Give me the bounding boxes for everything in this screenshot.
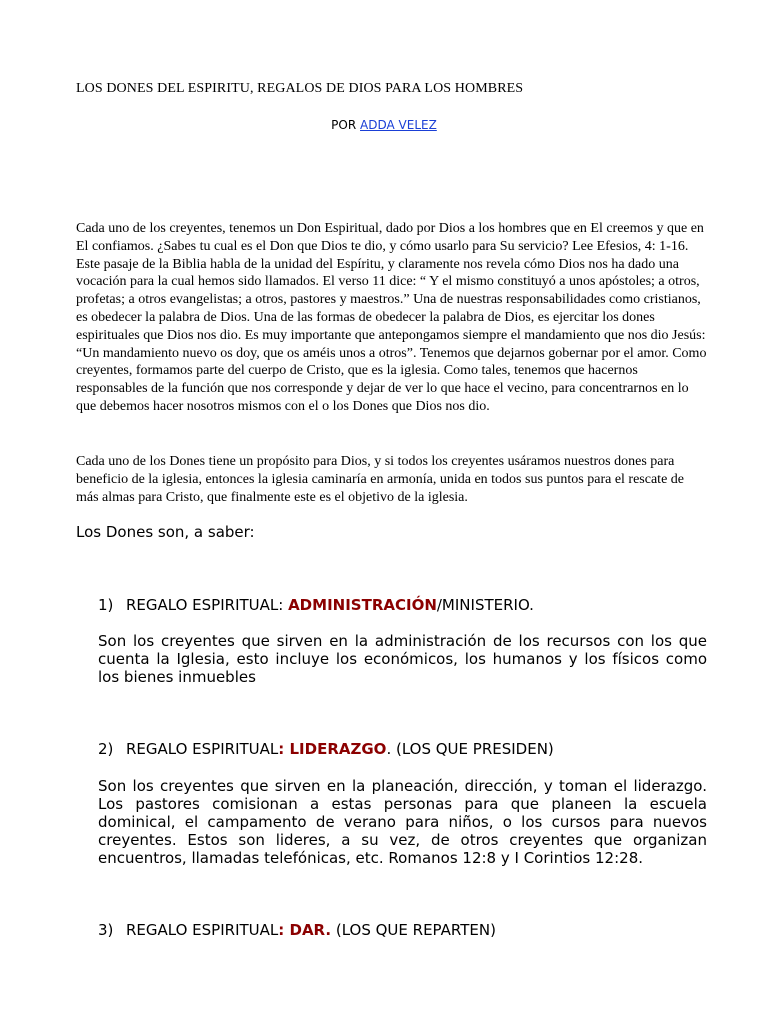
- gift-name: : LIDERAZGO: [278, 740, 387, 758]
- byline: [0, 118, 768, 132]
- gift-suffix: (LOS QUE REPARTEN): [331, 921, 496, 939]
- byline-prefix: POR: [331, 118, 357, 132]
- gift-suffix: /MINISTERIO.: [436, 596, 534, 614]
- gift-number: 2): [98, 740, 114, 758]
- paragraph-purpose: Cada uno de los Dones tiene un propósito para Dios, y si todos los creyentes usáramos nuestros dones para beneficio de la iglesia, entonces la iglesia caminaría en armonía, unida en todos sus puntos para el rescate de más almas para Cristo, que finalmente este es el objetivo de la iglesia.: [76, 454, 684, 505]
- gift-prefix: REGALO ESPIRITUAL: [126, 740, 279, 758]
- gift-heading-liderazgo: [98, 740, 554, 758]
- document-title: LOS DONES DEL ESPIRITU, REGALOS DE DIOS PARA LOS HOMBRES: [76, 81, 524, 96]
- gift-prefix: REGALO ESPIRITUAL: [126, 921, 279, 939]
- gift-suffix: . (LOS QUE PRESIDEN): [386, 740, 554, 758]
- gift-name: : DAR.: [278, 921, 332, 939]
- author-link[interactable]: ADDA VELEZ: [360, 118, 437, 132]
- gift-heading-dar: [98, 921, 496, 939]
- gifts-intro: Los Dones son, a saber:: [76, 523, 255, 541]
- gift-heading-administracion: [98, 596, 534, 614]
- paragraph-intro: Cada uno de los creyentes, tenemos un Don Espiritual, dado por Dios a los hombres que en El creemos y que en El confiamos. ¿Sabes tu cual es el Don que Dios te dio, y cómo usarlo para Su servicio? Lee Efesios, 4: 1-16. Este pasaje de la Biblia habla de la unidad del Espíritu, y claramente nos revela cómo Dios nos ha dado una vocación para la cual hemos sido llamados. El verso 11 dice: “ Y el mismo constituyó a unos apóstoles; a otros, profetas; a otros evangelistas; a otros, pastores y maestros.” Una de nuestras responsabilidades como cristianos, es obedecer la palabra de Dios. Una de las formas de obedecer la palabra de Dios, es ejercitar los dones espirituales que Dios nos dio. Es muy importante que antepongamos siempre el mandamiento que nos dio Jesús: “Un mandamiento nuevo os doy, que os améis unos a otros”. Tenemos que dejarnos gobernar por el amor. Como creyentes, formamos parte del cuerpo de Cristo, que es la iglesia. Como tales, tenemos que hacernos responsables de la función que nos corresponde y dejar de ver lo que hace el vecino, para concentrarnos en lo que debemos hacer nosotros mismos con el o los Dones que Dios nos dio.: [76, 221, 707, 414]
- gift-number: 1): [98, 596, 114, 614]
- gift-description-liderazgo: Son los creyentes que sirven en la planeación, dirección, y toman el liderazgo. Los pastores comisionan a estas personas para que planeen la escuela dominical, el campamento de verano para niños, o los cursos para nuevos creyentes. Estos son lideres, a su vez, de otros creyentes que organizan encuentros, llamadas telefónicas, etc. Romanos 12:8 y I Corintios 12:28.: [98, 777, 707, 867]
- gift-name: ADMINISTRACIÓN: [288, 596, 437, 614]
- gift-prefix: REGALO ESPIRITUAL:: [126, 596, 289, 614]
- gift-description-administracion: Son los creyentes que sirven en la administración de los recursos con los que cuenta la Iglesia, esto incluye los económicos, los humanos y los físicos como los bienes inmuebles: [98, 632, 707, 686]
- gift-number: 3): [98, 921, 114, 939]
